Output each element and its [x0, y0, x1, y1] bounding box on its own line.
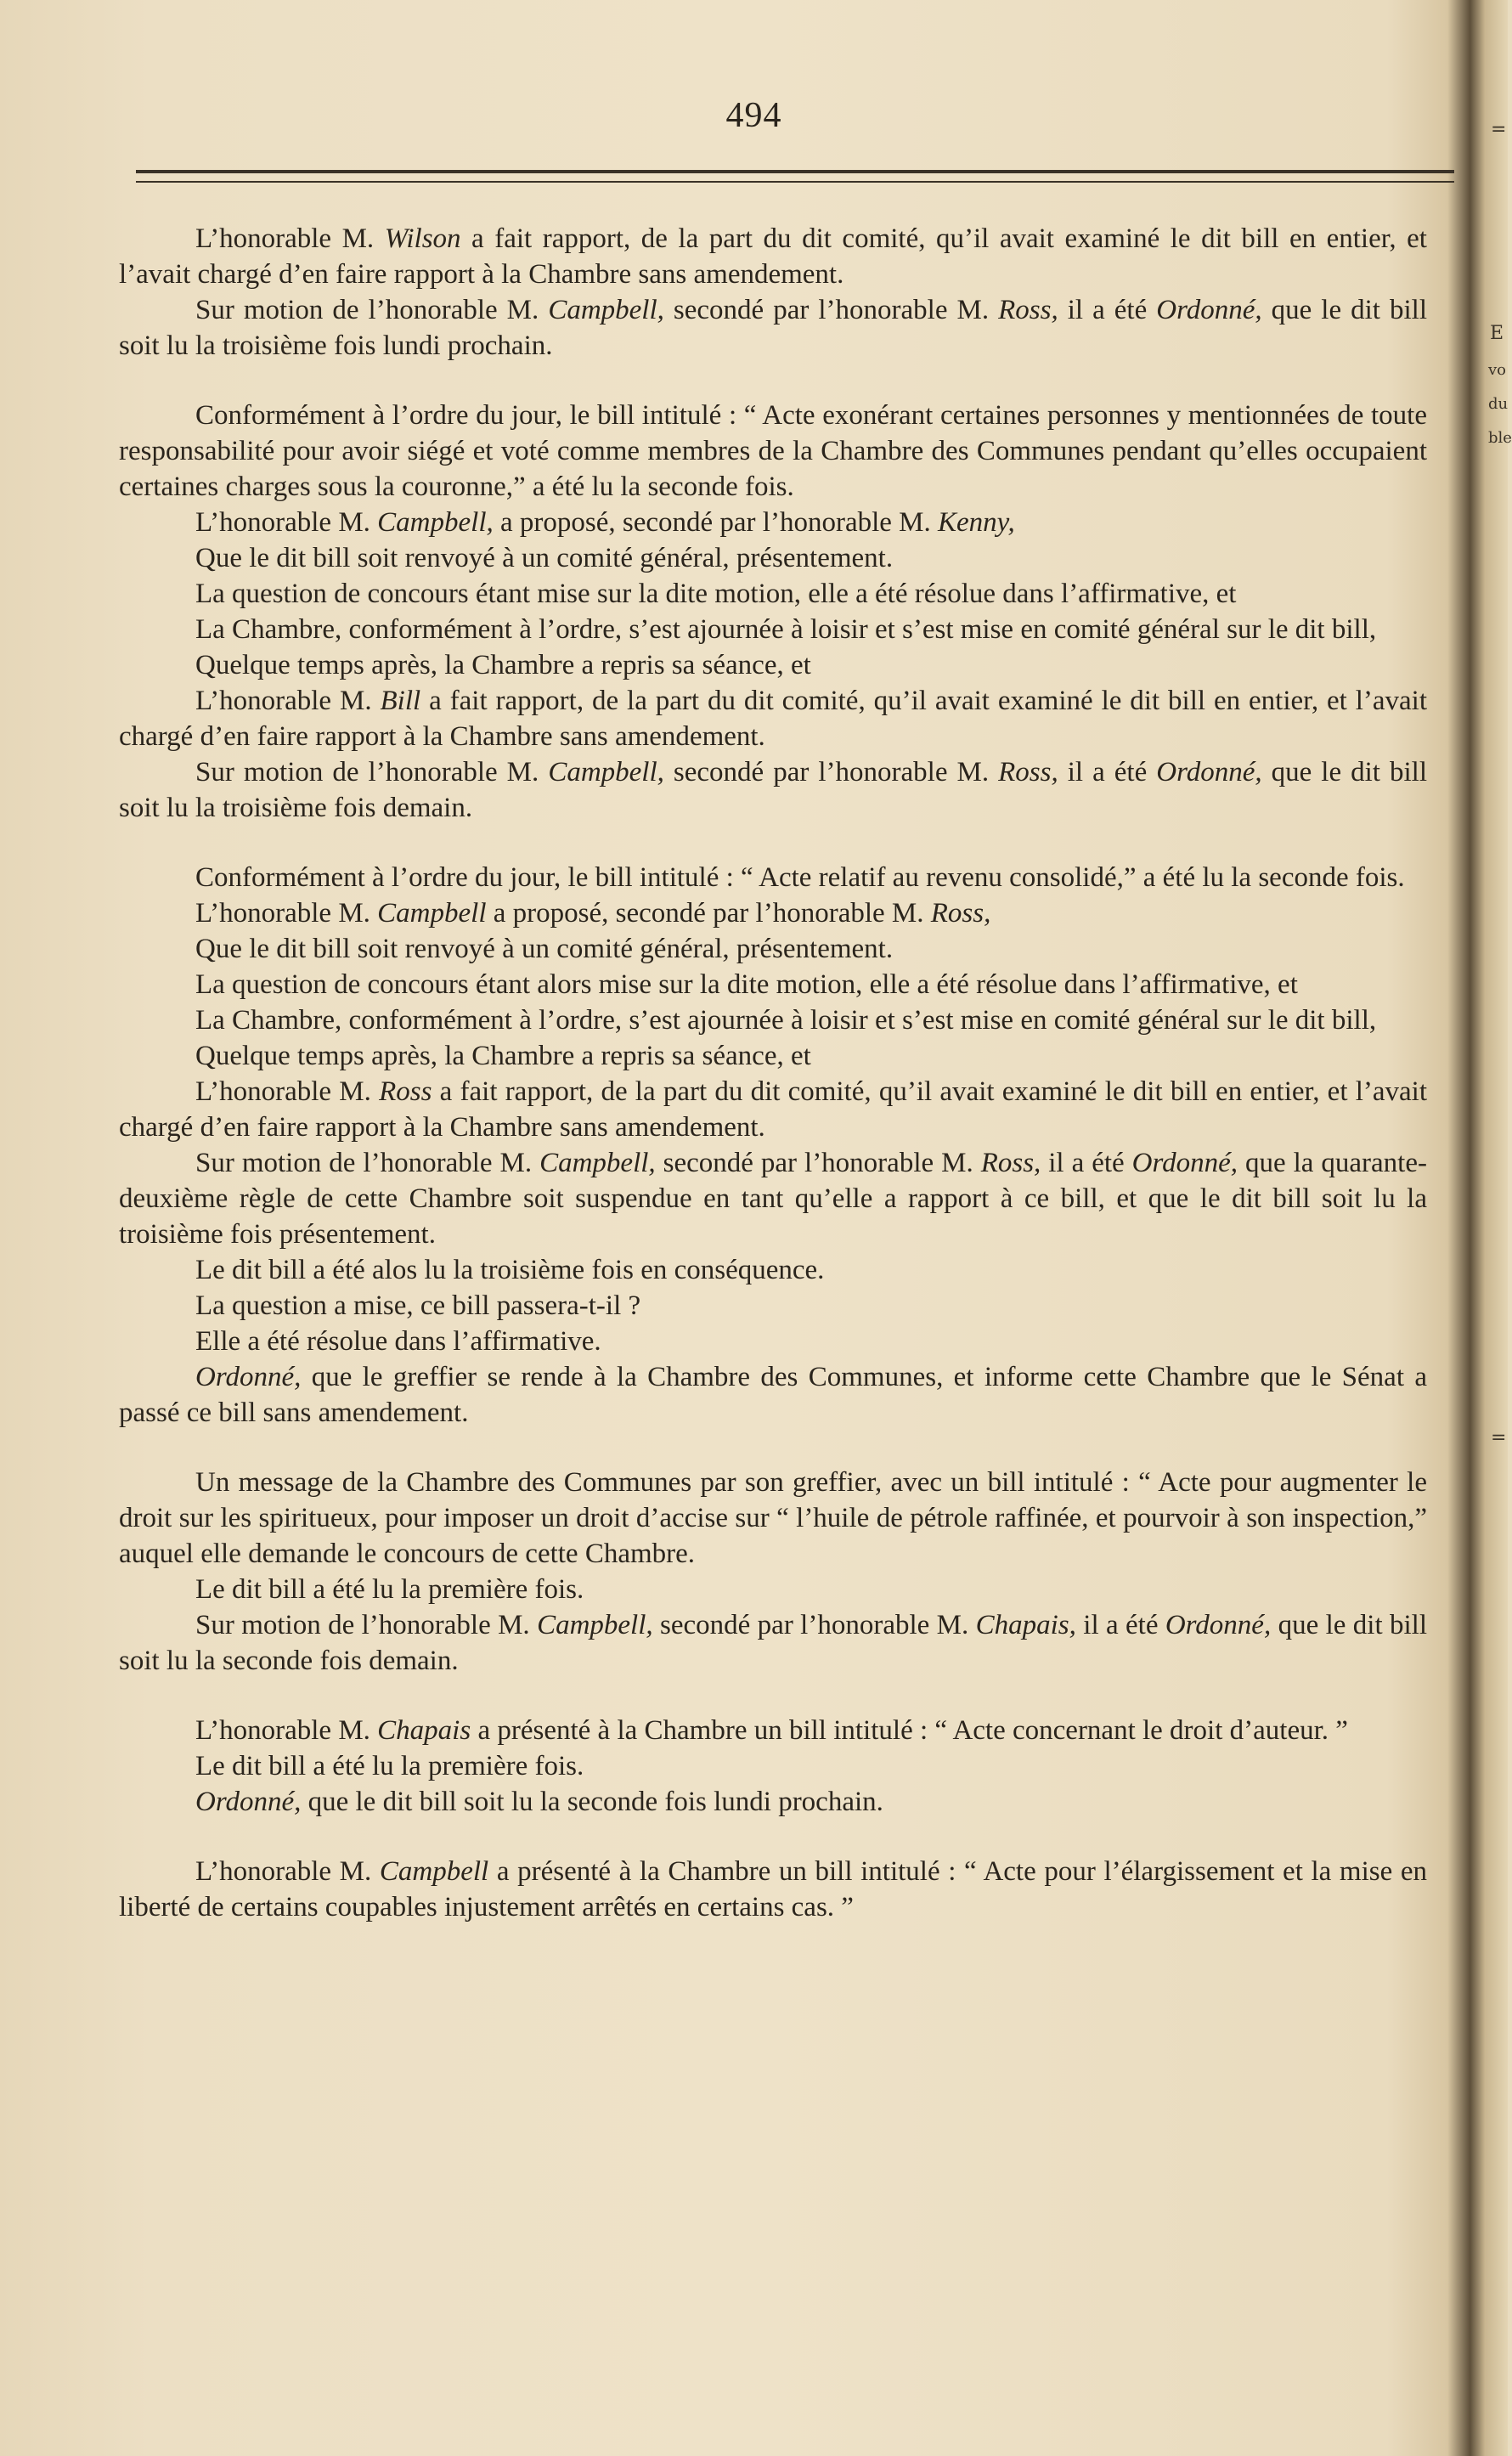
text-run: La question de concours étant mise sur la dite motion, elle a été résolue dans l’affirmative, et — [195, 579, 1237, 609]
paragraph — [119, 967, 1427, 1002]
text-run: La Chambre, conformément à l’ordre, s’est ajournée à loisir et s’est mise en comité général sur le dit bill, — [195, 614, 1377, 645]
text-run: Sur motion de l’honorable M. — [195, 757, 549, 788]
italic-run: Wilson — [384, 223, 461, 254]
paragraph — [119, 1288, 1427, 1324]
text-run: Elle a été résolue dans l’affirmative. — [195, 1326, 601, 1357]
paragraph — [119, 1359, 1427, 1431]
text-run: secondé par l’honorable M. — [663, 757, 999, 788]
header-rule-thick — [136, 170, 1454, 173]
margin-fragment: E — [1490, 323, 1504, 344]
text-run: L’honorable M. — [195, 1856, 380, 1887]
italic-run: Chapais — [377, 1715, 471, 1746]
text-run: Que le dit bill soit renvoyé à un comité général, présentement. — [195, 543, 894, 573]
text-run: Conformément à l’ordre du jour, le bill intitulé : “ Acte relatif au revenu consolidé,” a été lu la seconde fois. — [195, 862, 1405, 893]
text-run: secondé par l’honorable M. — [655, 1148, 981, 1178]
paragraph — [119, 895, 1427, 931]
margin-fragment: = — [1491, 119, 1507, 140]
margin-fragment: vo — [1488, 361, 1507, 379]
text-run: que le dit bill soit lu la seconde fois lundi prochain. — [301, 1787, 883, 1817]
paragraph — [119, 1465, 1427, 1572]
italic-run: Ordonné, — [1156, 295, 1262, 325]
text-run: il a été — [1075, 1610, 1165, 1640]
italic-run: Ordonné, — [195, 1787, 302, 1817]
paragraph — [119, 540, 1427, 576]
italic-run: Campbell — [377, 898, 487, 929]
italic-run: Kenny, — [938, 507, 1015, 538]
text-run: L’honorable M. — [195, 1076, 380, 1107]
paragraph — [119, 754, 1427, 826]
italic-run: Ross, — [980, 1148, 1041, 1178]
text-run: que le greffier se rende à la Chambre des Communes, et informe cette Chambre que le Sénat a passé ce bill sans amendement. — [119, 1362, 1427, 1428]
paragraph — [119, 1252, 1427, 1288]
italic-run: Bill — [380, 686, 421, 716]
text-run: Sur motion de l’honorable M. — [195, 1148, 540, 1178]
paragraph — [119, 398, 1427, 505]
text-run: L’honorable M. — [195, 507, 378, 538]
paragraph — [119, 1607, 1427, 1679]
paragraph — [119, 1145, 1427, 1252]
text-run: il a été — [1058, 295, 1157, 325]
italic-run: Campbell — [379, 1856, 489, 1887]
paragraph — [119, 1324, 1427, 1359]
paragraph — [119, 1002, 1427, 1038]
paragraph — [119, 860, 1427, 895]
text-run: que la quarante-deuxième règle de cette Chambre soit suspendue en tant qu’elle a rapport à ce bill, et que le dit bill soit lu la troisième fois présentement. — [119, 1148, 1427, 1250]
text-run: a fait rapport, de la part du dit comité, qu’il avait examiné le dit bill en entier, et l’avait chargé d’en faire rapport à la Chambre sans amendement. — [119, 223, 1427, 290]
italic-run: Ordonné, — [1131, 1148, 1238, 1178]
text-run: Sur motion de l’honorable M. — [195, 1610, 538, 1640]
italic-run: Campbell, — [377, 507, 494, 538]
paragraph — [119, 576, 1427, 612]
margin-fragment: du — [1488, 395, 1509, 413]
text-run: Le dit bill a été alos lu la troisième fois en conséquence. — [195, 1255, 825, 1285]
italic-run: Ross, — [930, 898, 991, 929]
italic-run: Ross — [379, 1076, 432, 1107]
italic-run: Campbell, — [539, 1148, 656, 1178]
paragraph — [119, 505, 1427, 540]
text-run: La question de concours étant alors mise sur la dite motion, elle a été résolue dans l’affirmative, et — [195, 969, 1298, 1000]
italic-run: Campbell, — [537, 1610, 653, 1640]
italic-run: Ordonné, — [195, 1362, 302, 1392]
text-run: il a été — [1041, 1148, 1132, 1178]
paragraph — [119, 1748, 1427, 1784]
text-run: a présenté à la Chambre un bill intitulé : “ Acte pour l’élargissement et la mise en liberté de certains coupables injustement arrêtés en certains cas. ” — [119, 1856, 1427, 1922]
text-run: L’honorable M. — [195, 1715, 378, 1746]
text-run: que le dit bill soit lu la troisième fois demain. — [119, 757, 1427, 823]
paragraph — [119, 1713, 1427, 1748]
text-run: Le dit bill a été lu la première fois. — [195, 1574, 584, 1605]
paragraph — [119, 1784, 1427, 1820]
text-run: il a été — [1058, 757, 1157, 788]
text-run: L’honorable M. — [195, 898, 378, 929]
italic-run: Campbell, — [548, 295, 664, 325]
paragraph — [119, 1038, 1427, 1074]
text-run: a fait rapport, de la part du dit comité, qu’il avait examiné le dit bill en entier, et l’avait chargé d’en faire rapport à la Chambre sans amendement. — [119, 686, 1427, 752]
paragraph — [119, 221, 1427, 292]
paragraph — [119, 1854, 1427, 1925]
paragraph — [119, 683, 1427, 754]
text-run: Le dit bill a été lu la première fois. — [195, 1751, 584, 1781]
text-run: L’honorable M. — [195, 223, 385, 254]
paragraph — [119, 1572, 1427, 1607]
paragraph — [119, 931, 1427, 967]
text-run: a proposé, secondé par l’honorable M. — [486, 898, 931, 929]
italic-run: Campbell, — [548, 757, 664, 788]
italic-run: Ordonné, — [1165, 1610, 1272, 1640]
margin-fragment: = — [1491, 1427, 1507, 1448]
text-run: a proposé, secondé par l’honorable M. — [493, 507, 938, 538]
text-run: Quelque temps après, la Chambre a repris sa séance, et — [195, 650, 811, 680]
text-run: secondé par l’honorable M. — [652, 1610, 976, 1640]
text-run: Quelque temps après, la Chambre a repris sa séance, et — [195, 1041, 811, 1071]
paragraph — [119, 612, 1427, 647]
text-run: secondé par l’honorable M. — [663, 295, 999, 325]
italic-run: Ross, — [998, 757, 1058, 788]
page-number: 494 — [725, 96, 782, 135]
journal-text — [119, 221, 1427, 1925]
text-run: La question a mise, ce bill passera-t-il ? — [195, 1290, 641, 1321]
margin-fragment: ble — [1488, 429, 1512, 447]
italic-run: Ordonné, — [1156, 757, 1262, 788]
text-run: Conformément à l’ordre du jour, le bill intitulé : “ Acte exonérant certaines personnes y mentionnées de toute responsabilité pour avoir siégé et voté comme membres de la Chambre des Communes pendant qu’elles occupaient certaines charges sous la couronne,” a été lu la seconde fois. — [119, 400, 1427, 502]
italic-run: Chapais, — [975, 1610, 1076, 1640]
italic-run: Ross, — [998, 295, 1058, 325]
text-run: Sur motion de l’honorable M. — [195, 295, 549, 325]
paragraph — [119, 647, 1427, 683]
text-run: que le dit bill soit lu la seconde fois demain. — [119, 1610, 1427, 1676]
text-run: Que le dit bill soit renvoyé à un comité général, présentement. — [195, 934, 894, 964]
text-run: La Chambre, conformément à l’ordre, s’est ajournée à loisir et s’est mise en comité général sur le dit bill, — [195, 1005, 1377, 1036]
text-run: L’honorable M. — [195, 686, 381, 716]
paragraph — [119, 292, 1427, 364]
text-run: a fait rapport, de la part du dit comité, qu’il avait examiné le dit bill en entier, et l’avait chargé d’en faire rapport à la Chambre sans amendement. — [119, 1076, 1427, 1143]
text-run: que le dit bill soit lu la troisième fois lundi prochain. — [119, 295, 1427, 361]
paragraph — [119, 1074, 1427, 1145]
header-rule-thin — [136, 181, 1454, 183]
text-run: Un message de la Chambre des Communes par son greffier, avec un bill intitulé : “ Acte pour augmenter le droit sur les spiritueux, pour imposer un droit d’accise sur “ l’huile de pétrole raffinée, et pourvoir à son inspection,” auquel elle demande le concours de cette Chambre. — [119, 1467, 1427, 1569]
text-run: a présenté à la Chambre un bill intitulé : “ Acte concernant le droit d’auteur. ” — [471, 1715, 1348, 1746]
